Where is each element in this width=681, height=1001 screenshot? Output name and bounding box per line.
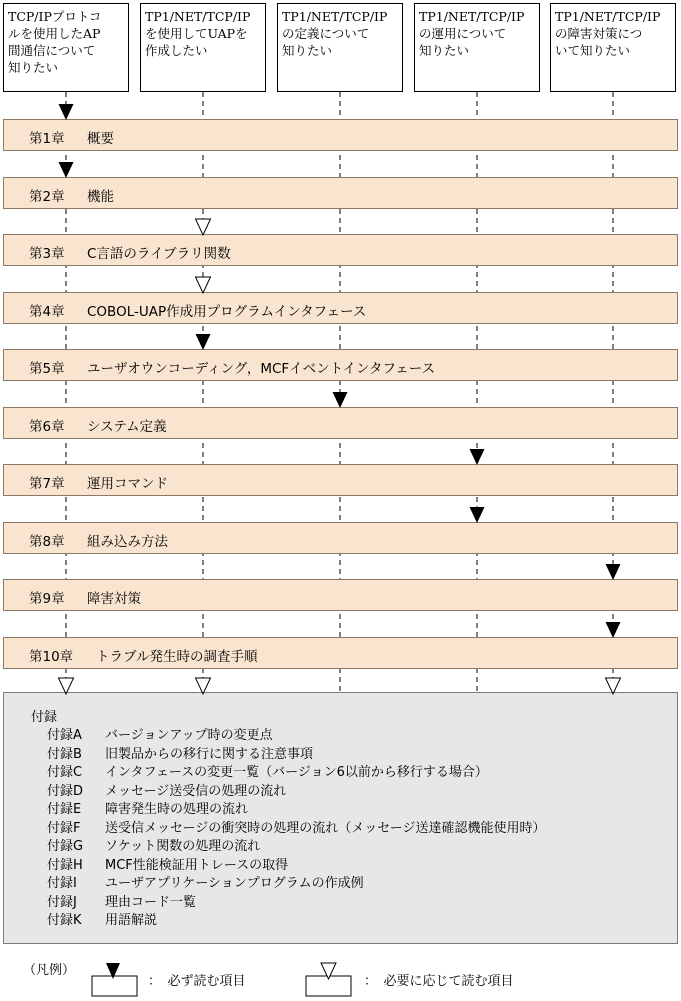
appendix-item <box>47 798 248 817</box>
audience-line: の定義について <box>282 26 370 41</box>
appendix-label: メッセージ送受信の処理の流れ <box>105 783 287 799</box>
chapter-number: 第6章 <box>29 419 65 435</box>
appendix-key: 付録J <box>47 894 77 910</box>
audience-line: TCP/IPプロトコ <box>8 9 102 24</box>
audience-line: を使用してUAPを <box>145 26 248 41</box>
chapter-number: 第2章 <box>29 189 65 205</box>
chapter-title: 組み込み方法 <box>87 534 168 550</box>
appendix-item <box>47 761 488 780</box>
appendix-label: 用語解説 <box>105 913 158 928</box>
appendix-key: 付録C <box>47 765 83 780</box>
audience-line: TP1/NET/TCP/IP <box>145 9 251 24</box>
audience-line: の運用について <box>419 26 507 41</box>
chapter-bar <box>3 464 678 496</box>
audience-line: 知りたい <box>282 43 333 58</box>
appendix-key: 付録B <box>47 746 82 762</box>
legend-required-label: ： 必ず読む項目 <box>148 974 246 989</box>
chapter-number: 第4章 <box>29 304 65 320</box>
audience-line: いて知りたい <box>555 43 631 58</box>
chapter-title: 機能 <box>87 189 114 205</box>
audience-box-1 <box>3 3 129 92</box>
audience-line: 作成したい <box>145 43 208 58</box>
appendix-label: 理由コード一覧 <box>105 894 197 910</box>
audience-box-3 <box>277 3 403 92</box>
appendix-key: 付録H <box>47 857 83 873</box>
chapter-bar <box>3 522 678 554</box>
appendix-key: 付録D <box>47 783 84 799</box>
legend-title: （凡例） <box>23 963 76 978</box>
appendix-item <box>47 909 157 928</box>
audience-line: TP1/NET/TCP/IP <box>555 9 661 24</box>
audience-line: 間通信について <box>8 43 96 58</box>
appendix-label: MCF性能検証用トレースの取得 <box>105 857 289 873</box>
appendix-item <box>47 743 313 762</box>
chapter-title: 概要 <box>87 131 114 147</box>
chapter-title: COBOL-UAP作成用プログラムインタフェース <box>87 304 367 320</box>
audience-line: TP1/NET/TCP/IP <box>282 9 388 24</box>
chapter-bar <box>3 234 678 266</box>
legend-as-needed-label: ： 必要に応じて読む項目 <box>364 974 514 989</box>
chapter-bar <box>3 292 678 324</box>
appendix-label: 送受信メッセージの衝突時の処理の流れ（メッセージ送達確認機能使用時） <box>105 820 546 836</box>
audience-line: 知りたい <box>419 43 470 58</box>
audience-line: 知りたい <box>8 60 59 75</box>
chapter-bar <box>3 349 678 381</box>
appendix-key: 付録K <box>47 913 82 928</box>
appendix-label: 障害発生時の処理の流れ <box>105 802 249 817</box>
chapter-number: 第5章 <box>29 361 65 377</box>
appendix-label: ソケット関数の処理の流れ <box>105 839 261 854</box>
appendix-item <box>47 780 286 799</box>
chapter-bar <box>3 637 678 669</box>
audience-line: ルを使用したAP <box>8 26 101 41</box>
audience-box-2 <box>140 3 266 92</box>
chapter-title: C言語のライブラリ関数 <box>87 246 231 262</box>
appendix-item <box>47 872 364 891</box>
appendix-item <box>47 817 545 836</box>
chapter-title: トラブル発生時の調査手順 <box>96 649 258 665</box>
chapter-number: 第1章 <box>29 131 65 147</box>
chapter-bar <box>3 119 678 151</box>
appendix-label: ユーザアプリケーションプログラムの作成例 <box>105 876 364 891</box>
chapter-title: 運用コマンド <box>87 476 168 492</box>
chapter-bar <box>3 177 678 209</box>
chapter-number: 第8章 <box>29 534 65 550</box>
appendix-label: バージョンアップ時の変更点 <box>105 728 273 743</box>
appendix-item <box>47 835 260 854</box>
appendix-key: 付録G <box>47 839 84 854</box>
chapter-number: 第9章 <box>29 591 65 607</box>
audience-box-4 <box>414 3 540 92</box>
chapter-bar <box>3 407 678 439</box>
appendix-title: 付録 <box>31 710 58 725</box>
appendix-key: 付録A <box>47 728 82 743</box>
appendix-key: 付録F <box>47 820 81 836</box>
appendix-item <box>47 891 196 910</box>
audience-line: の障害対策につ <box>555 26 643 41</box>
chapter-title: ユーザオウンコーディング，MCFイベントインタフェース <box>87 361 436 377</box>
appendix-key: 付録I <box>47 876 77 891</box>
chapter-bar <box>3 579 678 611</box>
chapter-title: システム定義 <box>87 419 167 435</box>
chapter-number: 第3章 <box>29 246 65 262</box>
appendix-label: インタフェースの変更一覧（バージョン6以前から移行する場合） <box>105 765 488 780</box>
audience-box-5 <box>550 3 676 92</box>
appendix-label: 旧製品からの移行に関する注意事項 <box>105 746 314 762</box>
chapter-number: 第7章 <box>29 476 65 492</box>
appendix-item <box>47 854 288 873</box>
chapter-title: 障害対策 <box>87 591 141 607</box>
appendix-key: 付録E <box>47 802 82 817</box>
chapter-number: 第10章 <box>29 649 74 665</box>
appendix-item <box>47 724 273 743</box>
appendix-box <box>3 692 678 944</box>
audience-line: TP1/NET/TCP/IP <box>419 9 525 24</box>
